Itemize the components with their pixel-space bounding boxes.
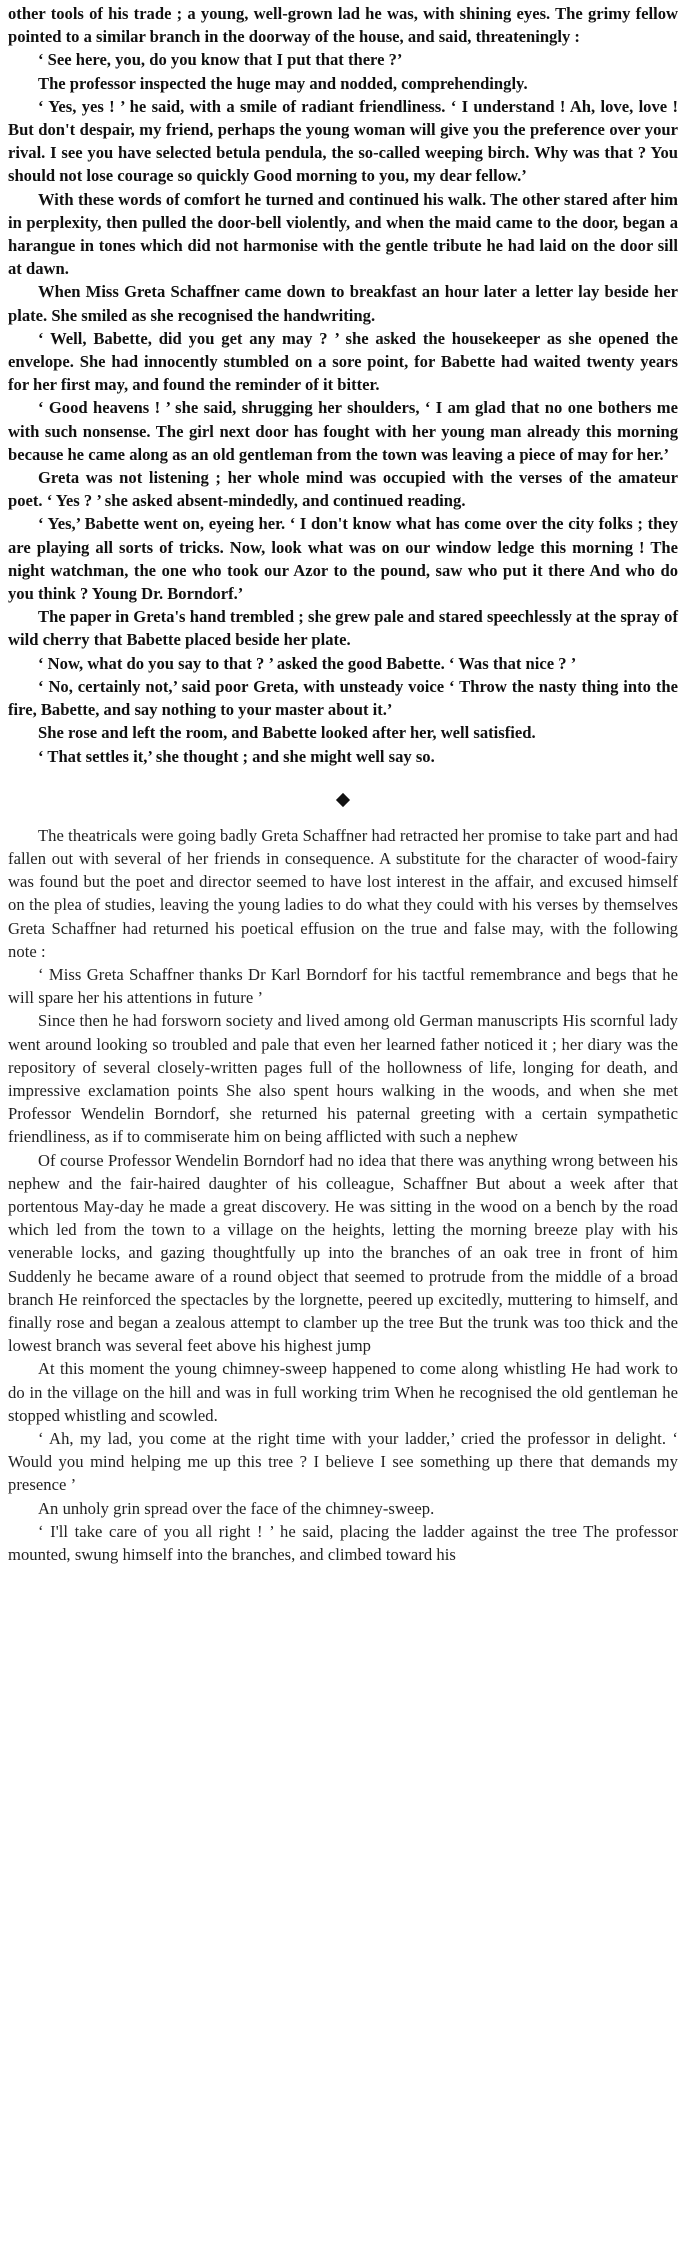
paragraph: She rose and left the room, and Babette looked after her, well satisfied. (38, 723, 536, 743)
paragraph: ‘ Good heavens ! ’ she said, shrugging her shoulders, ‘ I am glad that no one bothers me with such nonsense. The girl next door has fought with her young man already this morning because he came along as an old gentleman from the town was leaving a piece of may for her.’ (8, 398, 678, 464)
paragraph: ‘ Now, what do you say to that ? ’ asked the good Babette. ‘ Was that nice ? ’ (38, 653, 577, 673)
story-section-two (8, 824, 678, 1567)
paragraph: The professor inspected the huge may and nodded, comprehendingly. (38, 73, 528, 93)
paragraph: ‘ Yes, yes ! ’ he said, with a smile of radiant friendliness. ‘ I understand ! Ah, love, love ! But don't despair, my friend, perhaps the young woman will give you the preference over your rival. I see you have selected betula pendula, the so-called weeping birch. Why was that ? You should not lose courage so quickly Good morning to you, my dear fellow.’ (8, 96, 678, 186)
paragraph: At this moment the young chimney-sweep happened to come along whistling He had work to do in the village on the hill and was in full working trim When he recognised the old gentleman he stopped whistling and scowled. (8, 1359, 678, 1425)
paragraph: ‘ See here, you, do you know that I put that there ?’ (38, 50, 403, 70)
paragraph: The theatricals were going badly Greta Schaffner had retracted her promise to take part and had fallen out with several of her friends in consequence. A substitute for the character of wood-fairy was found but the poet and director seemed to have lost interest in the affair, and excused himself on the plea of studies, leaving the young ladies to do what they could with his verses by themselves Greta Schaffner had returned his poetical effusion on the true and false may, with the following note : (8, 825, 678, 961)
paragraph: An unholy grin spread over the face of the chimney-sweep. (38, 1498, 435, 1518)
paragraph: Of course Professor Wendelin Borndorf had no idea that there was anything wrong between his nephew and the fair-haired daughter of his colleague, Schaffner But about a week after that portentous May-day he made a great discovery. He was sitting in the wood on a bench by the road which led from the town to a village on the heights, letting the morning breeze play with his venerable locks, and gazing thoughtfully up into the branches of an oak tree in front of him Suddenly he became aware of a round object that seemed to protrude from the middle of a broad branch He reinforced the spectacles by the lorgnette, peered up excitedly, muttering to himself, and finally rose and began a zealous attempt to clamber up the tree But the trunk was too thick and the lowest branch was several feet above his highest jump (8, 1150, 678, 1356)
paragraph: ‘ That settles it,’ she thought ; and she might well say so. (38, 746, 435, 766)
story-section-one (8, 2, 678, 768)
paragraph: ‘ Miss Greta Schaffner thanks Dr Karl Borndorf for his tactful remembrance and begs that he will spare her his attentions in future ’ (8, 964, 678, 1008)
paragraph: With these words of comfort he turned and continued his walk. The other stared after him in perplexity, then pulled the door-bell violently, and when the maid came to the door, began a harangue in tones which did not harmonise with the gentle tribute he had laid on the door sill at dawn. (8, 189, 678, 279)
paragraph: ‘ I'll take care of you all right ! ’ he said, placing the ladder against the tree The professor mounted, swung himself into the branches, and climbed toward his (8, 1521, 678, 1564)
paragraph: ‘ No, certainly not,’ said poor Greta, with unsteady voice ‘ Throw the nasty thing into the fire, Babette, and say nothing to your master about it.’ (8, 676, 678, 720)
paragraph: ‘ Ah, my lad, you come at the right time with your ladder,’ cried the professor in delight. ‘ Would you mind helping me up this tree ? I believe I see something up there that demands my presence ’ (8, 1428, 678, 1495)
paragraph: ‘ Yes,’ Babette went on, eyeing her. ‘ I don't know what has come over the city folks ; they are playing all sorts of tricks. Now, look what was on our window ledge this morning ! The night watchman, the one who took our Azor to the pound, saw who put it there And who do you think ? Young Dr. Borndorf.’ (8, 514, 678, 604)
paragraph: ‘ Well, Babette, did you get any may ? ’ she asked the housekeeper as she opened the envelope. She had innocently stumbled on a sore point, for Babette had waited twenty years for her first may, and found the reminder of it bitter. (8, 328, 678, 395)
paragraph: The paper in Greta's hand trembled ; she grew pale and stared speechlessly at the spray of wild cherry that Babette placed beside her plate. (8, 607, 678, 650)
paragraph: Since then he had forsworn society and lived among old German manuscripts His scornful lady went around looking so troubled and pale that even her learned father noticed it ; her diary was the repository of several closely-written pages full of the hollowness of life, longing for death, and impressive exclamation points She also spent hours walking in the woods, and when she met Professor Wendelin Borndorf, she returned his paternal greeting with a certain sympathetic friendliness, as if to commiserate him on being afflicted with such a nephew (8, 1011, 678, 1147)
paragraph: other tools of his trade ; a young, well-grown lad he was, with shining eyes. The grimy fellow pointed to a similar branch in the doorway of the house, and said, threateningly : (8, 4, 678, 47)
paragraph: Greta was not listening ; her whole mind was occupied with the verses of the amateur poet. ‘ Yes ? ’ she asked absent-mindedly, and continued reading. (8, 468, 678, 511)
section-divider (8, 768, 678, 824)
paragraph: When Miss Greta Schaffner came down to breakfast an hour later a letter lay beside her plate. She smiled as she recognised the handwriting. (8, 282, 678, 325)
star-ornament-icon (336, 793, 350, 807)
